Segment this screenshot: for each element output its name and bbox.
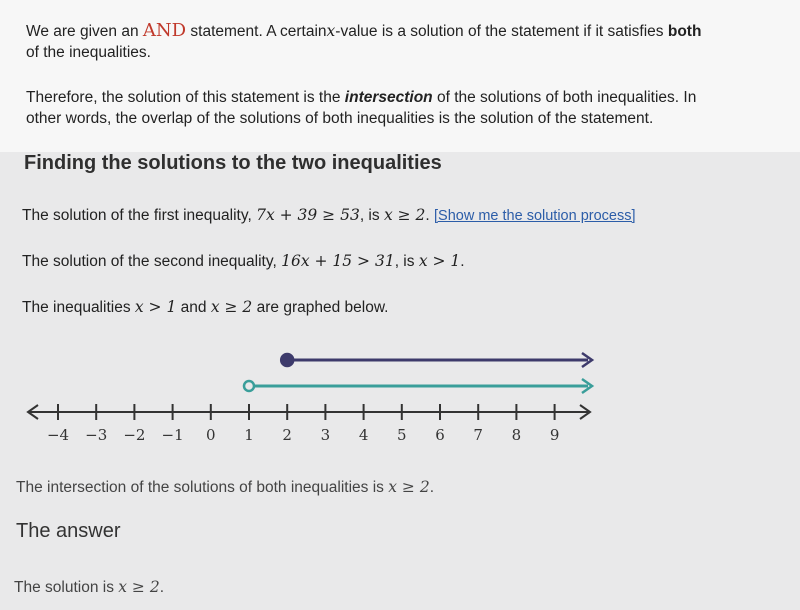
- ray-x-geq-2: [281, 353, 592, 367]
- graphed-and: and: [180, 299, 207, 316]
- closed-endpoint: [281, 354, 293, 366]
- first-inequality: 7x + 39 ≥ 53: [256, 206, 360, 224]
- number-line-axis: [28, 405, 590, 419]
- second-post: .: [460, 253, 465, 270]
- intersection-word: intersection: [344, 89, 433, 106]
- tick-label: 4: [358, 426, 369, 444]
- tick-label: 9: [549, 426, 560, 444]
- second-mid: , is: [394, 253, 415, 270]
- intro-text-4: of the inequalities.: [26, 44, 151, 61]
- tick-label: 6: [435, 426, 445, 444]
- second-solution: x > 1: [418, 252, 461, 270]
- intro-text-1: We are given an: [26, 23, 139, 40]
- first-solution: x ≥ 2: [383, 206, 426, 224]
- intersection-line: [16, 477, 786, 498]
- tick-label: 7: [473, 426, 483, 444]
- intro-text-3: -value is a solution of the statement if it satisfies: [335, 23, 664, 40]
- therefore-text-3: other words, the overlap of the solutions of both inequalities is the solution of the statement.: [26, 110, 654, 127]
- answer-pre: The solution is: [14, 579, 114, 596]
- number-line-graph: [0, 340, 800, 450]
- second-inequality: 16x + 15 > 31: [281, 252, 395, 270]
- tick-label: 3: [320, 426, 331, 444]
- tick-label: 8: [511, 426, 522, 444]
- open-endpoint: [244, 381, 254, 391]
- ray-x-gt-1: [244, 379, 592, 393]
- show-solution-link[interactable]: [Show me the solution process]: [434, 208, 636, 224]
- tick-label: −4: [46, 426, 70, 444]
- tick-label: 0: [206, 426, 216, 444]
- var-x: x: [326, 22, 336, 40]
- therefore-text-1: Therefore, the solution of this statement is the: [26, 89, 341, 106]
- therefore-text-2: of the solutions of both inequalities. In: [436, 89, 697, 106]
- graphed-pre: The inequalities: [22, 299, 131, 316]
- graphed-post: are graphed below.: [256, 299, 389, 316]
- tick-label: −1: [161, 426, 184, 444]
- tick-label: 1: [244, 426, 254, 444]
- tick-label: 5: [397, 426, 407, 444]
- graphed-ineq-b: x ≥ 2: [210, 298, 253, 316]
- tick-label: −3: [85, 426, 108, 444]
- intersection-solution: x ≥ 2: [388, 478, 430, 496]
- graphed-line: [22, 297, 792, 318]
- intersection-pre: The intersection of the solutions of both inequalities is: [16, 479, 384, 496]
- answer-line: [14, 577, 784, 598]
- first-mid: , is: [359, 207, 380, 224]
- tick-label: −2: [123, 426, 146, 444]
- first-post: .: [425, 207, 430, 224]
- answer-heading: The answer: [16, 520, 121, 542]
- intro-text-2: statement. A certain: [190, 23, 327, 40]
- graphed-ineq-a: x > 1: [134, 298, 177, 316]
- tick-label: 2: [282, 426, 292, 444]
- first-pre: The solution of the first inequality,: [22, 207, 252, 224]
- therefore-paragraph: [26, 87, 786, 129]
- and-word: AND: [142, 20, 187, 41]
- intersection-post: .: [429, 479, 434, 496]
- both-word: both: [667, 23, 702, 40]
- answer-post: .: [159, 579, 165, 596]
- second-inequality-line: [22, 251, 792, 272]
- second-pre: The solution of the second inequality,: [22, 253, 277, 270]
- answer-solution: x ≥ 2: [118, 578, 160, 596]
- intro-paragraph: [26, 20, 776, 63]
- first-inequality-line: [22, 205, 792, 227]
- section-heading: Finding the solutions to the two inequalities: [24, 152, 442, 174]
